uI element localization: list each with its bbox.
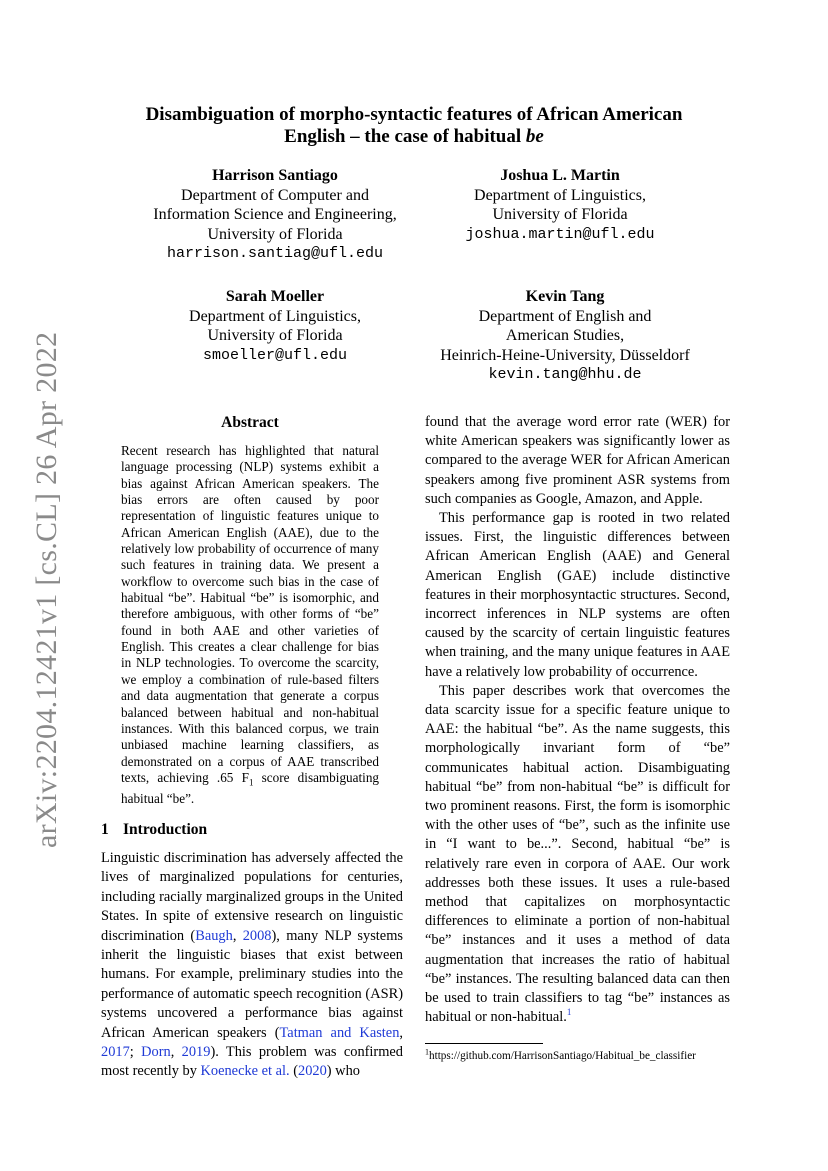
footnote-ref-link[interactable]: 1 <box>566 1007 572 1018</box>
section-number: 1 <box>101 821 109 838</box>
intro-paragraph <box>101 849 403 1082</box>
citation-link[interactable]: 2008 <box>242 927 272 944</box>
author-affiliation-line: Department of Linguistics, <box>189 307 361 325</box>
intro-text: ), many NLP systems inherit the linguistic biases that exist between humans. For example, preliminary studies into the performance of automatic speech recognition (ASR) systems uncovered a performance bias against African American speakers ( <box>101 927 403 1041</box>
body-paragraph: found that the average word error rate (WER) for white American speakers was significantly lower as compared to the average WER for African American speakers among five prominent ASR systems from such companies as Google, Amazon, and Apple. <box>425 414 730 507</box>
author-affiliation-line: University of Florida <box>207 327 343 344</box>
f1-subscript: 1 <box>248 777 254 788</box>
author-name: Harrison Santiago <box>212 167 338 184</box>
title-line-2 <box>100 126 728 148</box>
author-email[interactable]: smoeller@ufl.edu <box>202 346 348 364</box>
footnote <box>425 1049 730 1064</box>
title-line-2-italic: be <box>525 126 544 147</box>
author-block <box>410 287 720 385</box>
author-email[interactable]: harrison.santiag@ufl.edu <box>166 245 384 262</box>
footnote-url[interactable]: https://github.com/HarrisonSantiago/Habitual_be_classifier <box>429 1050 696 1062</box>
author-affiliation-line: University of Florida <box>492 206 628 223</box>
footnote-divider <box>425 1043 543 1044</box>
author-affiliation-line: Heinrich-Heine-University, Düsseldorf <box>440 346 690 364</box>
citation-link[interactable]: Dorn <box>141 1044 171 1061</box>
author-block <box>120 287 430 365</box>
intro-text: ) who <box>326 1063 360 1080</box>
author-affiliation-line: Department of Linguistics, <box>474 186 646 204</box>
citation-link[interactable]: 2017 <box>101 1044 130 1061</box>
intro-text: ). This problem was confirmed most recently by <box>101 1044 403 1080</box>
author-affiliation-line: Department of English and <box>478 307 652 325</box>
abstract-heading: Abstract <box>221 414 279 431</box>
author-affiliation-line: Department of Computer and <box>181 186 369 204</box>
intro-text: , <box>232 927 243 944</box>
intro-text: ( <box>289 1063 298 1080</box>
intro-text: ; <box>129 1044 142 1061</box>
paragraph-text: This paper describes work that overcomes the data scarcity issue for a specific feature unique to AAE: the habitual “be”. As the name suggests, this morphologically invariant form of “be” communicates habitual action. Disambiguating habitual “be” from non-habitual “be” is difficult for two prominent reasons. First, the form is isomorphic with the other uses of “be”, such as the infinite use in “I want to be...”. Second, habitual “be” is relatively rare even in corpora of AAE. Our work addresses both these issues. It uses a rule-based method that capitalizes on morphosyntactic differences to eliminate a portion of non-habitual “be” instances and it uses a method of data augmentation that increases the ratio of habitual “be” instances. The resulting balanced data can then be used to train classifiers to tag “be” instances as habitual or non-habitual. <box>425 682 730 1026</box>
citation-link[interactable]: 2019 <box>181 1044 211 1061</box>
citation-link[interactable]: Koenecke et al. <box>200 1063 290 1080</box>
abstract-body <box>121 443 379 807</box>
author-block <box>120 166 430 264</box>
abstract-text: Recent research has highlighted that natural language processing (NLP) systems exhibit a bias against African American speakers. The bias errors are often caused by poor representation of linguistic features unique to African American English (AAE), due to the relatively low probability of occurrence of many such features in training data. We present a workflow to overcome such bias in the case of habitual “be”. Habitual “be” is isomorphic, and therefore ambiguous, with other forms of “be” found in both AAE and other varieties of English. This creates a clear challenge for bias in NLP technologies. To overcome the scarcity, we employ a combination of rule-based filters and data augmentation that generate a corpus balanced between habitual and non-habitual instances. With this balanced corpus, we train unbiased machine learning classifiers, as demonstrated on a corpus of AAE transcribed texts, achieving .65 F <box>121 443 379 785</box>
abstract-text-end: score disambiguating habitual “be”. <box>121 769 380 806</box>
author-affiliation-line: American Studies, <box>505 327 625 344</box>
author-name: Kevin Tang <box>525 288 605 305</box>
citation-link[interactable]: Baugh <box>195 927 233 944</box>
paper-title <box>100 104 728 148</box>
citation-link[interactable]: Tatman and Kasten <box>279 1024 400 1041</box>
author-block <box>420 166 700 244</box>
intro-text: Linguistic discrimination has adversely affected the lives of marginalized populations for centuries, including racially marginalized groups in the United States. In spite of extensive research on linguistic discrimination ( <box>101 850 403 944</box>
body-paragraph: This performance gap is rooted in two related issues. First, the linguistic differences between African American English (AAE) and General American English (GAE) include distinctive features in their morphosyntactic structures. Second, incorrect inferences in NLP systems are often caused by the scarcity of certain linguistic features when training, and the many unique features in AAE have a relatively low probability of occurrence. <box>425 510 730 680</box>
section-title: Introduction <box>123 821 208 838</box>
title-line-1: Disambiguation of morpho-syntactic features of African American <box>145 104 683 125</box>
author-affiliation-line: Information Science and Engineering, <box>153 206 397 223</box>
right-column <box>425 413 730 1028</box>
intro-text: , <box>399 1024 403 1041</box>
author-name: Joshua L. Martin <box>500 167 620 184</box>
body-paragraph <box>425 682 730 1028</box>
footnote-mark: 1 <box>425 1047 429 1057</box>
author-name: Sarah Moeller <box>225 288 325 305</box>
author-affiliation-line: University of Florida <box>207 225 343 243</box>
title-line-2-main: English – the case of habitual <box>284 126 526 147</box>
arxiv-id: arXiv:2204.12421v1 [cs.CL] 26 Apr 2022 <box>30 331 63 848</box>
author-email[interactable]: joshua.martin@ufl.edu <box>465 225 655 243</box>
author-email[interactable]: kevin.tang@hhu.de <box>488 366 642 383</box>
citation-link[interactable]: 2020 <box>298 1063 327 1080</box>
section-heading <box>101 821 207 839</box>
intro-text: , <box>170 1044 182 1061</box>
